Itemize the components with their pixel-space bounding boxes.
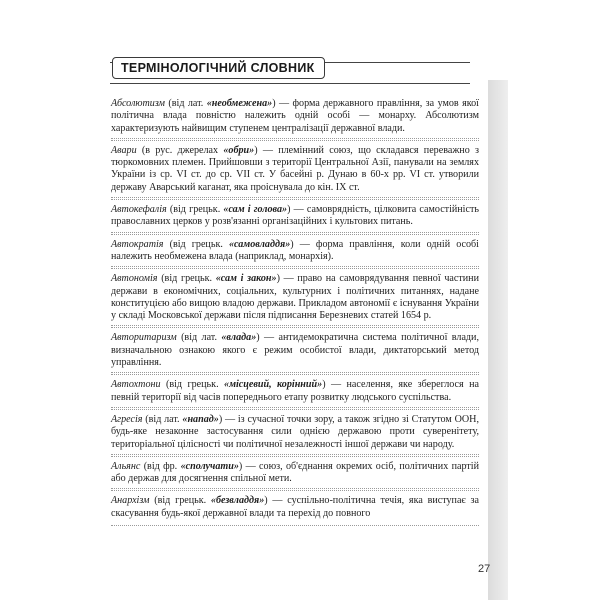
entry-source-word: «самовладдя» <box>228 238 291 250</box>
glossary-entry <box>111 143 479 198</box>
entry-definition: — форма державного правління, за умов якої політична влада повністю належить одній особі — монарху. Абсолютизм характеризують найвищим ступенем централізації державної влади. <box>111 98 479 134</box>
glossary-entry <box>111 377 479 408</box>
page-title: ТЕРМІНОЛОГІЧНИЙ СЛОВНИК <box>112 57 325 79</box>
entry-definition: — суспільно-політична течія, яка виступає за скасування будь-якої державної влади та перехід до повного <box>111 495 479 519</box>
entry-source-prefix: (від лат. <box>142 413 183 425</box>
entry-term: Анархізм <box>111 495 150 507</box>
entry-source-suffix: ) <box>264 495 268 507</box>
entry-source-word: «напад» <box>182 413 219 425</box>
entry-source-word: «місцевий, корінний» <box>224 379 323 391</box>
entry-source-word: «сполучати» <box>180 460 239 472</box>
entry-source-suffix: ) <box>218 413 223 425</box>
entry-term: Автокефалія <box>111 204 167 216</box>
glossary-entry <box>111 459 479 490</box>
entry-definition: — із сучасної точки зору, а також згідно зі Статутом ООН, будь-яке незаконне застосування сили однією державою проти суверенітету, територіальної цілісності чи політичної незалежності іншої держави чи народу. <box>111 413 479 450</box>
entry-source-suffix: ) <box>276 273 280 285</box>
entry-term: Автохтони <box>111 379 161 391</box>
entry-source-suffix: ) <box>287 204 291 216</box>
entry-source-prefix: (від фр. <box>140 460 181 472</box>
entry-term: Агресія <box>111 413 143 425</box>
glossary-entry <box>111 96 479 139</box>
entry-term: Авторитаризм <box>111 332 177 344</box>
entry-definition: — антидемократична система політичної влади, визначальною ознакою якого є режим особистої влади, диктаторський метод управління. <box>111 332 479 369</box>
entry-source-prefix: (від грецьк. <box>157 273 216 285</box>
entry-source-prefix: (від лат. <box>164 98 207 109</box>
glossary-entry <box>111 412 479 455</box>
entry-source-suffix: ) <box>238 460 243 472</box>
glossary-entry <box>111 330 479 373</box>
entry-definition: — племінний союз, що складався переважно з тюркомовних племен. Прийшовши з території Центральної Азії, панували на землях України із ср. VI ст. до ср. VII ст. У басейні р. Дунаю в 60-х pp. VI ст. утворили державу Аварський каганат, яка проіснувала до кін. IX ст. <box>111 144 480 193</box>
glossary-entries <box>111 96 479 523</box>
entry-source-suffix: ) <box>290 238 294 250</box>
entry-term: Автономія <box>111 273 158 285</box>
entry-term: Абсолютизм <box>111 98 165 109</box>
glossary-entry <box>111 237 479 268</box>
entry-definition: — союз, об'єднання окремих осіб, політичних партій або держав для досягнення спільної мети. <box>111 460 480 485</box>
entry-source-word: «безвладдя» <box>210 495 265 507</box>
entry-term: Автократія <box>111 238 164 250</box>
entry-term: Авари <box>111 144 137 156</box>
entry-source-word: «необмежена» <box>206 98 273 109</box>
entry-source-prefix: (в рус. джерелах <box>136 144 224 156</box>
entry-source-suffix: ) <box>254 144 258 156</box>
entry-source-prefix: (від лат. <box>176 332 222 344</box>
entry-source-prefix: (від грецьк. <box>149 495 211 507</box>
entry-definition: — право на самоврядування певної частини держави в економічних, соціальних, культурних і політичних питаннях, надане конституцією або вищою владою держави. Прикладом автономії є існування України у складі Московської держави після підписання Березневих статей 1654 р. <box>111 273 479 322</box>
glossary-entry <box>111 271 479 326</box>
entry-source-prefix: (від грецьк. <box>160 379 225 391</box>
entry-term: Альянс <box>111 460 141 472</box>
glossary-entry <box>111 493 479 523</box>
entry-source-prefix: (від грецьк. <box>166 204 224 216</box>
side-margin-tab <box>488 80 508 600</box>
page-number: 27 <box>478 563 491 575</box>
entry-source-suffix: ) <box>322 379 326 391</box>
entry-source-word: «сам і голова» <box>223 204 288 216</box>
entry-source-word: «обри» <box>223 144 255 156</box>
entry-source-word: «влада» <box>221 332 257 344</box>
entry-definition: — форма правління, коли одній особі належить необмежена влада (наприклад, монархія). <box>111 238 479 262</box>
entry-source-prefix: (від грецьк. <box>163 238 229 250</box>
glossary-entry <box>111 202 479 233</box>
entry-definition: — населення, яке збереглося на певній території від часів попереднього етапу розвитку людського суспільства. <box>111 379 479 403</box>
entry-definition: — самоврядність, цілковита самостійність православних церков у розв'язанні організаційних і культових питань. <box>111 204 479 228</box>
entry-source-suffix: ) <box>256 332 260 344</box>
entry-source-word: «сам і закон» <box>215 273 277 285</box>
entry-source-suffix: ) <box>272 98 276 109</box>
